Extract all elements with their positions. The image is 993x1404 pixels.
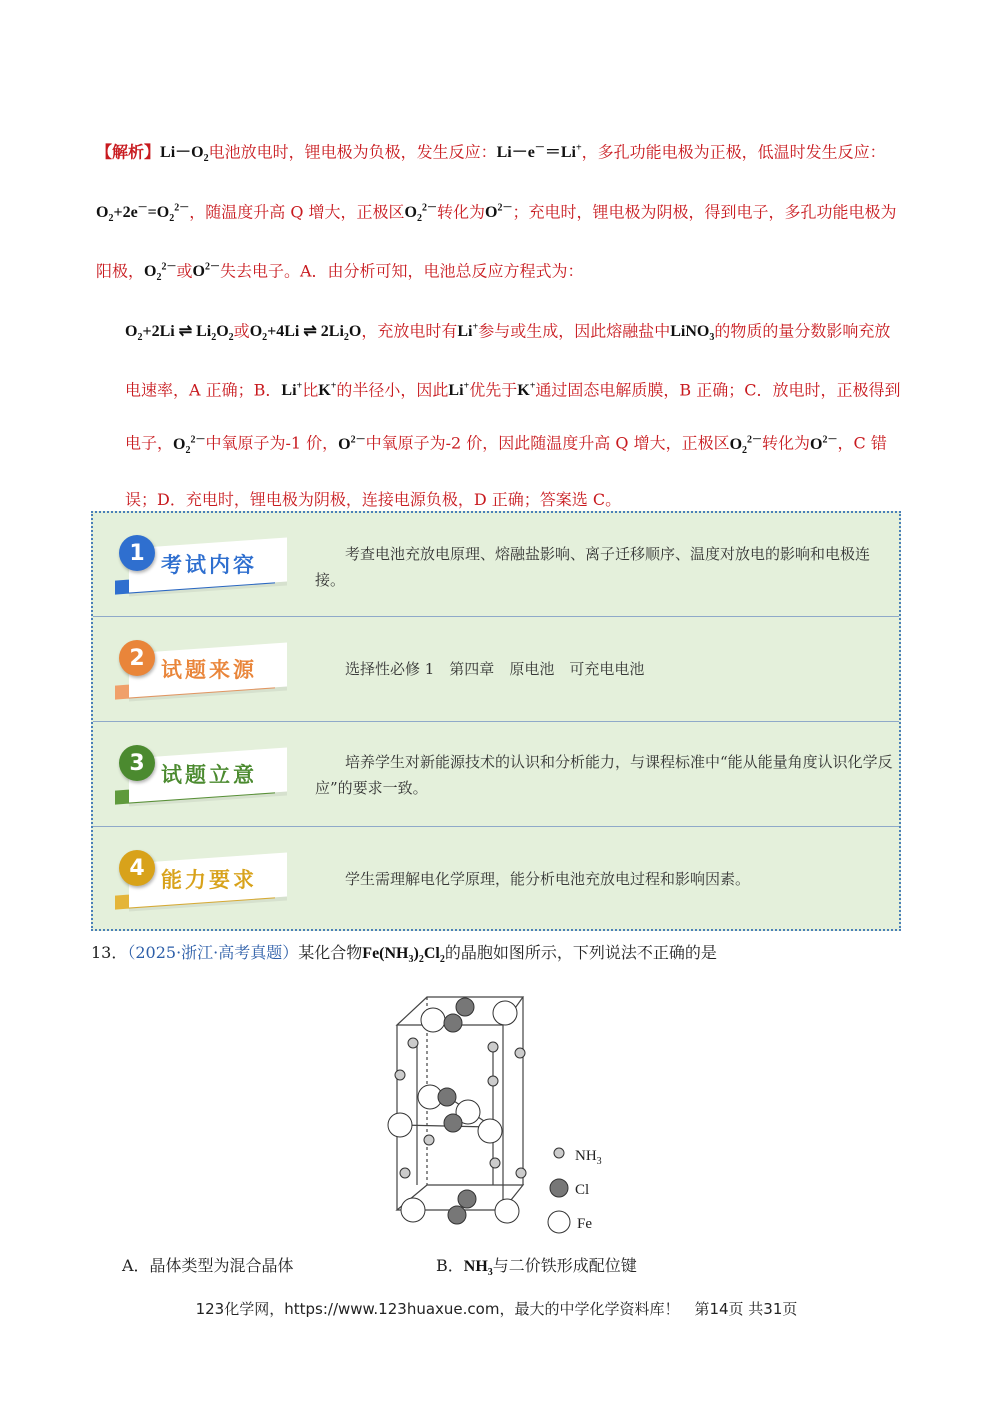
- formula-peroxide: $O_2^{2-}$: [144, 262, 177, 284]
- legend-fe-label: Fe: [577, 1216, 592, 1232]
- legend-nh3-swatch: [554, 1148, 564, 1158]
- badge: [109, 638, 289, 704]
- analysis-paragraph-1: [96, 124, 906, 303]
- option-a[interactable]: A．晶体类型为混合晶体: [122, 1256, 294, 1275]
- badge-number: 2: [119, 640, 155, 676]
- info-panel: [91, 511, 901, 931]
- formula-li-o2: $Li-O_2$: [160, 144, 209, 165]
- formula-oxide: $O^{2-}$: [810, 434, 838, 453]
- info-row-ability-requirement: [93, 828, 899, 932]
- formula-oxide: $O^{2-}$: [192, 262, 220, 281]
- badge-label: 能力要求: [161, 868, 257, 892]
- cl-atom: [448, 1206, 466, 1224]
- cl-atom: [456, 998, 474, 1016]
- formula-oxide: $O^{2-}$: [338, 434, 366, 453]
- text-segment: 通过固态电解质膜，B 正确；C．放电时，正极得到电子，: [125, 380, 901, 453]
- legend-nh3-text: NH: [575, 1148, 597, 1164]
- legend-nh3-sub: 3: [596, 1156, 602, 1167]
- atoms: [388, 998, 526, 1224]
- row-text: 考查电池充放电原理、熔融盐影响、离子迁移顺序、温度对放电的影响和电极连接。: [315, 545, 871, 589]
- row-text: 学生需理解电化学原理，能分析电池充放电过程和影响因素。: [345, 870, 751, 888]
- text-segment: 优先于: [469, 380, 518, 400]
- text-segment: 中氧原子为-1 价，: [205, 433, 339, 453]
- option-b-prefix: B．: [436, 1256, 464, 1275]
- badge: [109, 533, 289, 599]
- formula-li-oxidation: Li－e－＝Li+: [496, 143, 582, 162]
- nh3-molecule: [395, 1070, 405, 1080]
- crystal-cell-figure: [375, 985, 615, 1235]
- formula-k-ion: K+: [318, 381, 337, 400]
- text-segment: 电池放电时，锂电极为负极，发生反应：: [208, 142, 497, 162]
- badge-number: 1: [119, 535, 155, 571]
- option-b[interactable]: [436, 1253, 637, 1278]
- badge-number: 3: [119, 745, 155, 781]
- text-segment: 的物质的量分数影响充放电速率，A 正确；B．: [125, 320, 891, 400]
- equation-li2o: $O_2+4Li$ ⇌ $2Li_2O$: [249, 322, 362, 344]
- fe-atom: [478, 1119, 502, 1143]
- formula-nh3: $NH_3$: [463, 1258, 493, 1279]
- formula-peroxide: $O_2^{2-}$: [729, 434, 763, 456]
- stem-text: 某化合物: [298, 943, 363, 962]
- equation-li2o2: $O_2+2Li$ ⇌ $Li_2O_2$: [125, 322, 234, 344]
- info-row-question-intent: [93, 723, 899, 827]
- formula-li-ion: Li+: [448, 381, 470, 400]
- fe-atom: [421, 1008, 445, 1032]
- cl-atom: [444, 1114, 462, 1132]
- fe-atom: [401, 1198, 425, 1222]
- text-segment: 失去电子。A．由分析可知，电池总反应方程式为：: [219, 261, 584, 281]
- badge-label: 试题立意: [161, 763, 257, 787]
- text-segment: 或: [176, 261, 193, 281]
- text-segment: 比: [302, 380, 319, 400]
- formula-oxide: $O^{2-}$: [485, 202, 513, 221]
- stem-text: 的晶胞如图所示，下列说法不正确的是: [444, 943, 717, 962]
- legend: [548, 1148, 602, 1233]
- badge-label: 考试内容: [161, 553, 257, 577]
- info-row-question-source: [93, 618, 899, 722]
- text-segment: ，随温度升高 Q 增大，正极区: [189, 201, 405, 221]
- legend-cl-swatch: [550, 1179, 568, 1197]
- question-source: （2025·浙江·高考真题）: [127, 943, 299, 962]
- text-segment: 的半径小，因此: [336, 380, 449, 400]
- text-segment: 中氧原子为-2 价，因此随温度升高 Q 增大，正极区: [365, 433, 730, 453]
- question-stem: [91, 940, 717, 965]
- fe-atom: [388, 1113, 412, 1137]
- legend-fe-swatch: [548, 1211, 570, 1233]
- badge-label: 试题来源: [161, 658, 257, 682]
- badge-number: 4: [119, 850, 155, 886]
- cl-atom: [438, 1088, 456, 1106]
- formula-peroxide: $O_2^{2-}$: [173, 434, 206, 456]
- question-number: 13．: [91, 943, 128, 962]
- text-segment: 或: [233, 320, 250, 340]
- formula-lino3: LiNO$_3$: [670, 322, 715, 344]
- analysis-paragraph-2: [96, 303, 906, 524]
- text-segment: ，充放电时有: [361, 320, 458, 340]
- legend-cl-label: Cl: [575, 1182, 590, 1198]
- nh3-molecule: [408, 1038, 418, 1048]
- text-segment: ，C 错误；D．充电时，锂电极为阴极，连接电源负极，D 正确；答案选 C。: [125, 433, 887, 509]
- nh3-molecule: [490, 1158, 500, 1168]
- analysis-tag: 【解析】: [96, 142, 161, 162]
- formula-li-ion: Li+: [281, 381, 303, 400]
- nh3-molecule: [488, 1076, 498, 1086]
- fe-atom: [495, 1199, 519, 1223]
- nh3-molecule: [488, 1042, 498, 1052]
- option-b-text: 与二价铁形成配位键: [492, 1256, 637, 1275]
- badge: [109, 848, 289, 914]
- nh3-molecule: [400, 1168, 410, 1178]
- cl-atom: [458, 1190, 476, 1208]
- text-segment: 转化为: [436, 201, 485, 221]
- badge: [109, 743, 289, 809]
- row-text: 培养学生对新能源技术的认识和分析能力，与课程标准中“能从能量角度认识化学反应”的要求一致。: [315, 753, 893, 797]
- text-segment: ；充电时，锂电极为阴极，得到电子，多孔功能电极为阳极，: [96, 201, 897, 281]
- formula-compound: $Fe(NH_3)_2Cl_2$: [362, 945, 445, 966]
- legend-nh3-label: [575, 1148, 602, 1167]
- text-segment: ，多孔功能电极为正极，低温时发生反应：: [581, 142, 886, 162]
- nh3-molecule: [424, 1135, 434, 1145]
- fe-atom: [493, 1001, 517, 1025]
- text-segment: 参与或生成，因此熔融盐中: [478, 320, 671, 340]
- analysis-section: [96, 124, 906, 524]
- cl-atom: [444, 1014, 462, 1032]
- formula-k-ion: K+: [517, 381, 536, 400]
- nh3-molecule: [516, 1168, 526, 1178]
- info-row-exam-content: [93, 513, 899, 617]
- nh3-molecule: [515, 1048, 525, 1058]
- page-footer: 123化学网，https://www.123huaxue.com，最大的中学化学资料库！ 第14页 共31页: [195, 1300, 798, 1318]
- row-text: 选择性必修 1 第四章 原电池 可充电电池: [345, 660, 645, 678]
- formula-peroxide: $O_2^{2-}$: [404, 202, 437, 225]
- formula-o2-reduction: $O_2+2e^-=O_2^{2-}$: [96, 202, 190, 225]
- formula-li-ion: Li+: [457, 321, 479, 340]
- text-segment: 转化为: [762, 433, 811, 453]
